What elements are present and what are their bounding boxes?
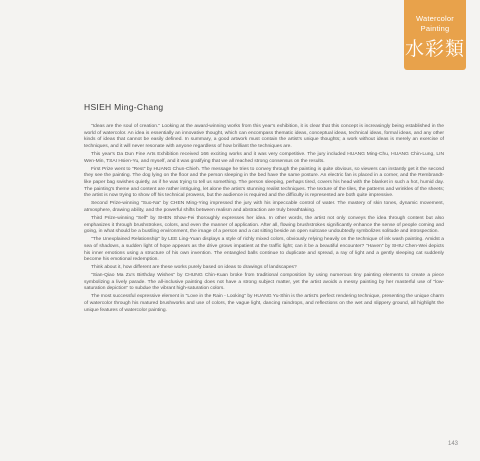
article-body	[84, 124, 444, 316]
paragraph: Third Prize-winning "Self" by SHEN Show-Fei thoroughly expresses her idea. In other words, the artist not only conveys the idea through content but also emphasizes it through brushstrokes, colors, and even the manner of application. After all, flowing brushstrokes significantly enhance the sense of people coming and going, in what should be a bustling environment, the image of a person and a cat sitting beside an open suitcase undoubtedly symbolizes solitude and introspection.	[84, 215, 444, 235]
category-tab	[404, 0, 466, 70]
paragraph: First Prize went to "Rest" by HUANG Chun-Chieh. The message he tries to convey through the painting is quite obvious, so viewers can instantly get it the second they see the painting. The dog lying on the floor and the person sleeping in the bed have the same posture. An electric fan is placed in a corner, and the Rembrandt-like paper bag swishes quietly, as if he was trying to tell us something. The person sleeping, perhaps tired, covers his head with the blanket in such a hot, humid day. The painting's theme and content are rather intriguing, let alone the artist's stunning realist techniques. The texture of the tiles, the patterns and wrinkles of the sheets; the artist is now trying to show off his technical prowess, but the audience is required and the difficulty is represented are both quite impressive.	[84, 166, 444, 199]
category-title-en	[404, 0, 466, 34]
paragraph: "The Unexplained Relationship" by LEE Ling-Yuan displays a style of richly mixed colors, obviously relying heavily on the technique of ink wash painting. Amidst a sea of shadows, a sudden light of hope appears as the drive grows impatient at the traffic light; can it be a beautiful encounter? "Haven" by SHIU Chen-Wei depicts his inner emotions using a structure of his own invention. The entangled balls continue to duplicate and spread, a ray of light and a gently sleeping cat suddenly become his emotional redemption.	[84, 237, 444, 263]
category-title-zh: 水彩類	[404, 38, 465, 60]
paragraph: "Sian-Qiao Ma Zu's Birthday Wishes" by CHUNG Chin-Kuan broke from traditional composition by using numerous tiny painting elements to create a piece symbolizing a lively parade. The all-inclusive painting does not have a strong subject matter, yet the artist avoids a messy painting by her masterful use of "low-saturation depiction" to subdue the vibrant high-saturation colors.	[84, 273, 444, 292]
category-title-en-line2: Painting	[420, 24, 450, 33]
paragraph: "Ideas are the soul of creation." Looking at the award-winning works from this year's exhibition, it is clear that this concept is increasingly being established in the world of watercolor. An idea is essentially an innovative thought, which can encompass thematic ideas, conceptual ideas, technical ideas, formal ideas, and any other kinds of ideas that cannot be easily defined. In summary, a good artwork must contain the artist's unique thoughts; a work without ideas is merely an exercise of techniques, and it will never resonate with anyone regardless of how brilliant the techniques are.	[84, 124, 444, 150]
page-number: 143	[447, 441, 458, 447]
paragraph: This year's Da Dun Fine Arts Exhibition received 166 exciting works and it was very competitive. The jury included HUANG Ming-Chu, HUANG Chin-Lung, LIN Wen-Min, TSAI Hsien-Yu, and myself, and it was gratifying that we all reached strong consensus on the results.	[84, 152, 444, 164]
author-name: HSIEH Ming-Chang	[84, 102, 164, 112]
category-title-en-line1: Watercolor	[416, 14, 454, 23]
paragraph: Think about it, how different are these works purely based on ideas to drawings of landscapes?	[91, 265, 297, 271]
paragraph: Second Prize-winning "Suo-Na" by CHEN Ming-Ying impressed the jury with his impeccable control of water. The mastery of skin tones, dynamic movement, atmosphere, drawing ability, and the powerful shifts between realism and abstraction are truly breathtaking.	[84, 201, 444, 213]
paragraph: The most successful expressive element in "Love in the Rain - Looking" by HUANG Yu-Shin is the artist's perfect rendering technique, presenting the unique charm of watercolor through his matured brushworks and use of colors, the vague light, dancing raindrops, and reflections on the wet and slippery ground, all highlight the unique features of watercolor painting.	[84, 294, 444, 313]
